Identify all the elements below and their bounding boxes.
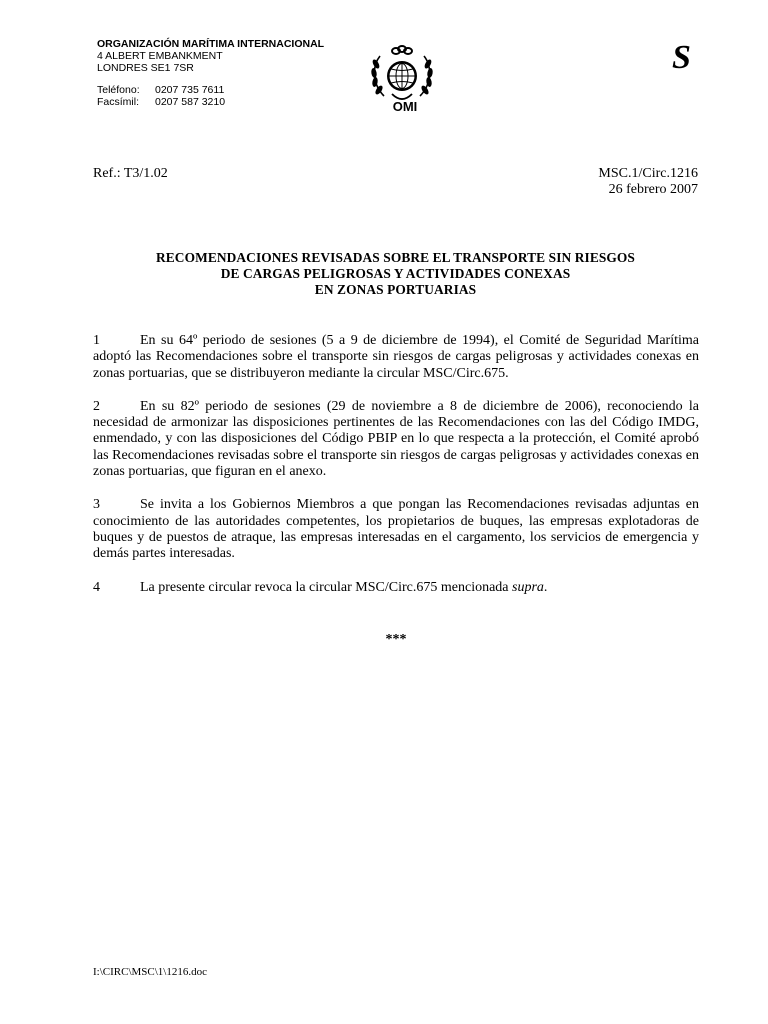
- paragraph-text: En su 82º periodo de sesiones (29 de noviembre a 8 de diciembre de 2006), reconociendo la necesidad de armonizar las disposiciones pertinentes de las Recomendaciones con las del Código IMDG, enmendado, y con las disposiciones del Código PBIP en lo que respecta a la protección, el Comité aprobó las Recomendaciones revisadas sobre el transporte sin riesgos de cargas peligrosas y actividades conexas en zonas portuarias, que figuran en el anexo.: [93, 398, 699, 480]
- contact-info: [97, 84, 324, 108]
- fax-label: Facsímil:: [97, 96, 139, 108]
- document-body: [93, 333, 699, 613]
- document-title: [93, 250, 698, 298]
- organization-name: ORGANIZACIÓN MARÍTIMA INTERNACIONAL: [97, 38, 325, 50]
- paragraph-number: 1: [93, 333, 100, 348]
- circular-date: 26 febrero 2007: [608, 182, 698, 197]
- circular-reference: [598, 166, 698, 198]
- file-path-footer: I:\CIRC\MSC\1\1216.doc: [93, 966, 207, 978]
- address-line-2: LONDRES SE1 7SR: [97, 62, 194, 74]
- paragraph-3: [93, 497, 699, 562]
- paragraph-text: Se invita a los Gobiernos Miembros a que pongan las Recomendaciones revisadas adjuntas en conocimiento de las autoridades competentes, los propietarios de buques, las empresas explotadoras de buques y de puestos de atraque, las empresas interesadas en el cargamento, los servicios de emergencia y demás partes interesadas.: [93, 497, 699, 562]
- paragraph-4: [93, 580, 699, 596]
- title-line-3: EN ZONAS PORTUARIAS: [314, 282, 477, 297]
- fax-value: 0207 587 3210: [155, 96, 226, 108]
- title-line-2: DE CARGAS PELIGROSAS Y ACTIVIDADES CONEXAS: [220, 266, 571, 281]
- language-indicator: S: [672, 39, 691, 76]
- phone-value: 0207 735 7611: [155, 84, 225, 96]
- organization-header: [97, 38, 324, 108]
- paragraph-text: La presente circular revoca la circular MSC/Circ.675 mencionada: [140, 579, 513, 595]
- paragraph-1: [93, 333, 699, 382]
- section-separator: ***: [385, 632, 407, 647]
- paragraph-italic-text: supra: [512, 579, 544, 595]
- paragraph-number: 4: [93, 579, 100, 595]
- paragraph-number: 2: [93, 398, 100, 414]
- paragraph-text: En su 64º periodo de sesiones (5 a 9 de diciembre de 1994), el Comité de Seguridad Marítima adoptó las Recomendaciones sobre el transporte sin riesgos de cargas peligrosas y actividades conexas en zonas portuarias, que se distribuyeron mediante la circular MSC/Circ.675.: [93, 333, 699, 381]
- address-line-1: 4 ALBERT EMBANKMENT: [97, 50, 223, 62]
- title-line-1: RECOMENDACIONES REVISADAS SOBRE EL TRANSPORTE SIN RIESGOS: [156, 250, 635, 265]
- circular-number: MSC.1/Circ.1216: [598, 166, 698, 181]
- logo-label: OMI: [392, 99, 418, 114]
- reference-code: Ref.: T3/1.02: [93, 166, 168, 181]
- paragraph-2: [93, 399, 699, 480]
- paragraph-number: 3: [93, 497, 100, 513]
- paragraph-text-end: .: [543, 579, 548, 595]
- phone-label: Teléfono:: [97, 84, 140, 96]
